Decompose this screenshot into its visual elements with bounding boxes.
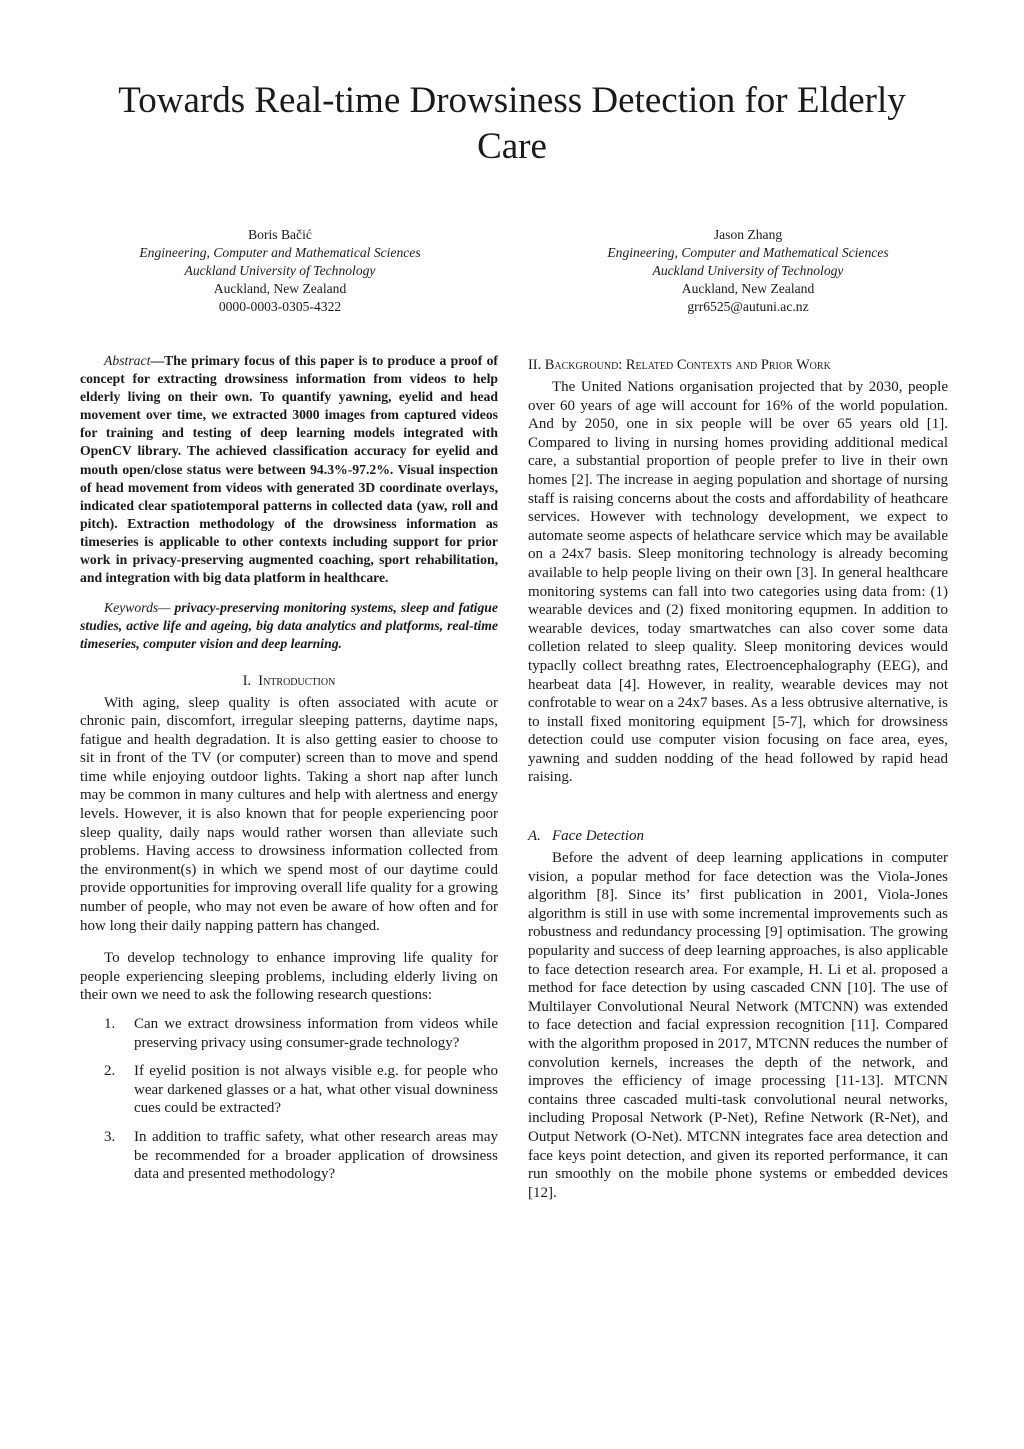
list-item: [80, 1062, 498, 1118]
list-number: 1.: [104, 1016, 116, 1032]
list-item: [80, 1015, 498, 1052]
section-number: I.: [242, 672, 252, 689]
author-department: Engineering, Computer and Mathematical Sciences: [607, 245, 889, 260]
intro-paragraph-1: With aging, sleep quality is often associated with acute or chronic pain, discomfort, irregular sleeping patterns, daytime naps, fatigue and health degradation. It is also getting easier to choose to sit in front of the TV (or computer) screen than to move and spend time while enjoying outdoor lights. Taking a short nap after lunch may be common in many cultures and help with alertness and energy levels. However, it is also known that for people experiencing poor sleep quality, daily naps would rather worsen than alleviate such problems. Having access to drowsiness information collected from the environment(s) in which we spend most of our daytime could provide opportunities for improving overall life quality for a growing number of people, who may not even be aware of how often and for how long their daily napping pattern has changed.: [80, 694, 498, 934]
section-title: Background: Related Contexts and Prior Work: [544, 357, 831, 373]
author-block-1: [80, 226, 480, 316]
intro-paragraph-2: To develop technology to enhance improving life quality for people experiencing sleeping problems, including elderly living on their own we need to ask the following research questions:: [80, 950, 498, 1004]
right-column: [528, 352, 948, 1202]
left-column: [80, 352, 498, 1194]
list-text: If eyelid position is not always visible e.g. for people who wear darkened glasses or a hat, what other visual downiness cues could be extracted?: [134, 1063, 498, 1117]
author-name: Boris Bačić: [248, 227, 312, 242]
author-orcid: 0000-0003-0305-4322: [218, 299, 342, 314]
research-questions-list: [80, 1015, 498, 1184]
abstract-text: —The primary focus of this paper is to produce a proof of concept for extracting drowsiness information from videos to help elderly living on their own. To quantify yawning, eyelid and head movement over time, we extracted 3000 images from captured videos for training and testing of deep learning models integrated with OpenCV library. The achieved classification accuracy for eyelid and mouth open/close status were between 94.3%-97.2%. Visual inspection of head movement from videos with generated 3D coordinate overlays, indicated clear spatiotemporal patterns in collected data (yaw, roll and pitch). Extraction methodology of the drowsiness information as timeseries is applicable to other contexts including support for prior work in privacy-preserving augmented coaching, sport rehabilitation, and integration with big data platform in healthcare.: [80, 353, 498, 586]
subsection-heading-face-detection: [528, 827, 948, 845]
author-location: Auckland, New Zealand: [213, 281, 347, 296]
list-number: 2.: [104, 1063, 116, 1080]
list-number: 3.: [104, 1128, 116, 1145]
section-heading-introduction: [80, 672, 498, 690]
face-detection-paragraph-1: Before the advent of deep learning applications in computer vision, a popular method for face detection was the Viola-Jones algorithm [8]. Since its’ first publication in 2001, Viola-Jones algorithm is still in use with some incremental improvements such as robustness and redundancy processing [9] optimisation. The growing popularity and success of deep learning approaches, is also applicable to face detection research area. For example, H. Li et al. proposed a method for face detection by using cascaded CNN [10]. The use of Multilayer Convolutional Neural Network (MTCNN) was extended to face detection and facial expression recognition [11]. Compared with the algorithm proposed in 2017, MTCNN reduces the number of convolution kernels, increases the depth of the network, and improves the efficiency of image processing [11-13]. MTCNN contains three cascaded multi-task convolutional neural networks, including Proposal Network (P-Net), Refine Network (R-Net), and Output Network (O-Net). MTCNN integrates face area detection and face keys point detection, and given its reported performance, it can run smoothly on the mobile phone systems or embedded devices [12].: [528, 850, 948, 1201]
list-text: Can we extract drowsiness information from videos while preserving privacy using consumer-grade technology?: [134, 1016, 498, 1051]
background-paragraph-1: The United Nations organisation projected that by 2030, people over 60 years of age will account for 16% of the world population. And by 2050, one in six people will be over 65 years old [1]. Compared to living in nursing homes providing additional medical care, a substantial proportion of people prefer to live in their own homes [2]. The increase in aeging population and shortage of nursing staff is raising concerns about the costs and affordability of heathcare services. However with technology development, we expect to automate seome aspects of helathcare service which may be available on a 24x7 basis. Sleep monitoring technology is already becoming available to help people living on their own [3]. In general healthcare monitoring systems can fall into two categories using data from: (1) wearable devices and (2) fixed monitoring equpmen. In addition to wearable devices, today smartwatches can also cover some data colletion related to sleep quality. Sleep monitoring devices would typaclly collect breathng rates, Electroencephalography (EEG), and hearbeat data [4]. However, in reality, wearable devices may not confrotable to wear on a 24x7 bases. As a less obtrusive alternative, is to install fixed monitoring equipment [5-7], which for drowsiness detection could use computer vision focusing on face area, eyes, yawning and sudden nodding of the head followed by rapid head raising.: [528, 379, 948, 786]
abstract-label: Abstract: [104, 353, 151, 368]
list-item: [80, 1128, 498, 1184]
keywords-label: Keywords—: [104, 600, 171, 616]
author-location: Auckland, New Zealand: [681, 281, 815, 296]
author-university: Auckland University of Technology: [652, 263, 844, 278]
keywords: [80, 599, 498, 653]
paper-title: Towards Real-time Drowsiness Detection for Elderly Care: [118, 80, 906, 167]
author-name: Jason Zhang: [713, 227, 783, 242]
author-block-2: [548, 226, 948, 316]
keywords-text: privacy-preserving monitoring systems, sleep and fatigue studies, active life and ageing, big data analytics and platforms, real-time timeseries, computer vision and deep learning.: [80, 600, 498, 652]
subsection-title: Face Detection: [552, 828, 645, 845]
section-heading-background: [528, 356, 948, 374]
subsection-letter: A.: [528, 828, 541, 845]
abstract: [80, 352, 498, 587]
section-title: Introduction: [258, 672, 336, 689]
author-university: Auckland University of Technology: [184, 263, 376, 278]
author-email: grr6525@autuni.ac.nz: [687, 299, 809, 314]
section-number: II.: [528, 357, 542, 373]
author-department: Engineering, Computer and Mathematical Sciences: [139, 245, 421, 260]
list-text: In addition to traffic safety, what other research areas may be recommended for a broader application of drowsiness data and presented methodology?: [134, 1128, 498, 1183]
